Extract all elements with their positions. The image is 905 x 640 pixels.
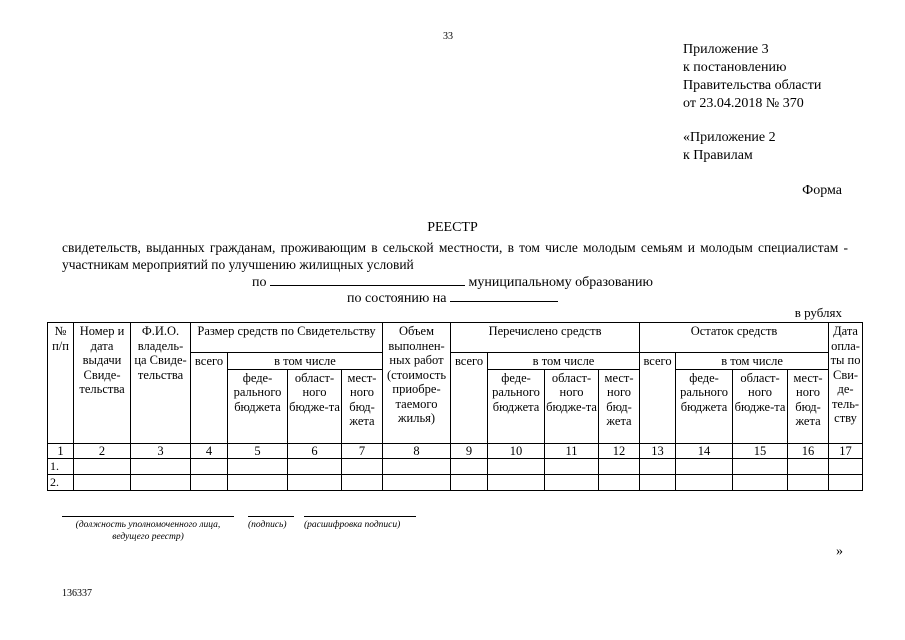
header-owner: Ф.И.О. владель-ца Свиде-тельства [131, 323, 191, 444]
table-cell[interactable] [545, 459, 599, 475]
table-cell[interactable] [488, 475, 545, 491]
table-cell[interactable] [599, 459, 640, 475]
table-cell[interactable] [451, 475, 488, 491]
signature-position: (должность уполномоченного лица, ведущего реестр) [62, 516, 234, 543]
document-title: РЕЕСТР [427, 220, 478, 235]
table-cell[interactable] [342, 459, 383, 475]
table-cell[interactable] [288, 475, 342, 491]
table-cell[interactable] [74, 459, 131, 475]
table-cell[interactable] [191, 475, 228, 491]
header-volume: Объем выполнен-ных работ (стоимость приобре-таемого жилья) [383, 323, 451, 444]
table-cell[interactable] [829, 459, 863, 475]
currency-note: в рублях [794, 305, 842, 320]
header-amount: Размер средств по Свидетельству [191, 323, 383, 353]
table-cell[interactable] [383, 459, 451, 475]
column-number: 17 [829, 443, 863, 459]
header-certificate: Номер и дата выдачи Свиде-тельства [74, 323, 131, 444]
header-total: всего [451, 353, 488, 444]
municipal-suffix: муниципальному образованию [468, 275, 653, 290]
column-number: 14 [676, 443, 733, 459]
header-regional: област-ного бюдже-та [288, 369, 342, 443]
table-cell[interactable] [191, 459, 228, 475]
date-prefix: по состоянию на [346, 291, 447, 306]
header-federal: феде-рального бюджета [676, 369, 733, 443]
column-number: 11 [545, 443, 599, 459]
header-federal: феде-рального бюджета [488, 369, 545, 443]
column-number: 1 [48, 443, 74, 459]
column-number: 7 [342, 443, 383, 459]
header-total: всего [191, 353, 228, 444]
column-number: 5 [228, 443, 288, 459]
table-cell[interactable] [829, 475, 863, 491]
page-number: 33 [443, 31, 453, 42]
table-cell[interactable] [640, 459, 676, 475]
header-federal: феде-рального бюджета [228, 369, 288, 443]
registry-table [47, 322, 863, 491]
document-subtitle: свидетельств, выданных гражданам, проживающим в сельской местности, в том числе молодым семьям и молодым специалистам - участникам мероприятий по улучшению жилищных условий [62, 240, 848, 272]
appendix-header [683, 41, 821, 165]
date-blank[interactable] [450, 289, 558, 302]
header-local: мест-ного бюд-жета [599, 369, 640, 443]
table-cell[interactable] [131, 475, 191, 491]
municipal-prefix: по [252, 275, 267, 290]
appendix-line: к постановлению [683, 60, 787, 75]
column-number: 3 [131, 443, 191, 459]
table-cell[interactable] [228, 459, 288, 475]
appendix-line: к Правилам [683, 148, 753, 163]
table-row [48, 459, 863, 475]
header-local: мест-ного бюд-жета [342, 369, 383, 443]
header-remaining: Остаток средств [640, 323, 829, 353]
column-number: 13 [640, 443, 676, 459]
table-row [48, 475, 863, 491]
header-regional: област-ного бюдже-та [545, 369, 599, 443]
appendix-line: от 23.04.2018 № 370 [683, 96, 804, 111]
column-number: 10 [488, 443, 545, 459]
table-cell[interactable] [733, 459, 788, 475]
header-num: № п/п [48, 323, 74, 444]
table-cell[interactable] [788, 475, 829, 491]
appendix-line: Приложение 3 [683, 42, 769, 57]
table-cell[interactable] [676, 459, 733, 475]
header-transferred: Перечислено средств [451, 323, 640, 353]
column-number: 4 [191, 443, 228, 459]
column-number: 2 [74, 443, 131, 459]
table-cell[interactable] [788, 459, 829, 475]
table-cell[interactable] [228, 475, 288, 491]
column-number: 12 [599, 443, 640, 459]
appendix-line: Правительства области [683, 78, 822, 93]
header-local: мест-ного бюд-жета [788, 369, 829, 443]
closing-quote: » [836, 544, 843, 559]
signature-sign: (подпись) [248, 516, 294, 531]
table-cell[interactable] [74, 475, 131, 491]
table-cell[interactable] [131, 459, 191, 475]
header-paydate: Дата опла-ты по Сви-де-тель-ству [829, 323, 863, 444]
header-regional: област-ного бюдже-та [733, 369, 788, 443]
table-cell[interactable] [599, 475, 640, 491]
header-incl: в том числе [488, 353, 640, 370]
document-code: 136337 [62, 588, 92, 599]
row-label: 1. [48, 459, 74, 475]
header-total: всего [640, 353, 676, 444]
table-cell[interactable] [451, 459, 488, 475]
row-label: 2. [48, 475, 74, 491]
header-incl: в том числе [228, 353, 383, 370]
date-line [0, 289, 905, 307]
table-cell[interactable] [545, 475, 599, 491]
table-cell[interactable] [733, 475, 788, 491]
municipal-blank[interactable] [270, 273, 465, 286]
column-number: 15 [733, 443, 788, 459]
form-label: Форма [802, 183, 842, 198]
column-number: 8 [383, 443, 451, 459]
appendix-line: «Приложение 2 [683, 130, 776, 145]
header-incl: в том числе [676, 353, 829, 370]
signature-decode: (расшифровка подписи) [304, 516, 416, 531]
table-cell[interactable] [383, 475, 451, 491]
table-cell[interactable] [342, 475, 383, 491]
column-number: 16 [788, 443, 829, 459]
column-number: 9 [451, 443, 488, 459]
table-cell[interactable] [488, 459, 545, 475]
table-cell[interactable] [640, 475, 676, 491]
table-cell[interactable] [676, 475, 733, 491]
column-number: 6 [288, 443, 342, 459]
table-cell[interactable] [288, 459, 342, 475]
column-numbers-row [48, 443, 863, 459]
